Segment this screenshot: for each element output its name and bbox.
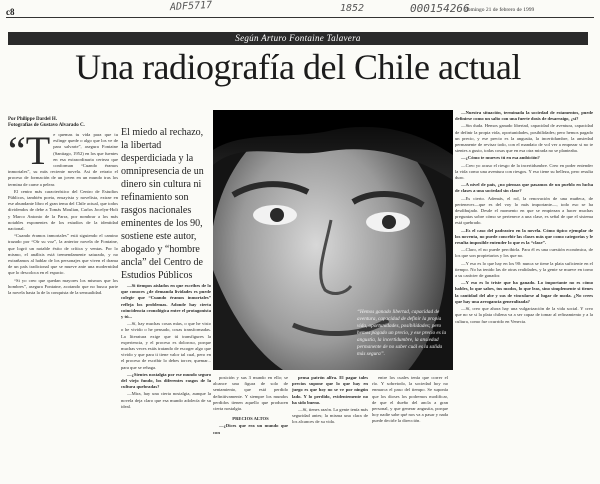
body-column-4: [292, 375, 368, 477]
paragraph: El centro más característico del Centro de Estudios Públicos, también poeta, ensayista y novelista, extrae en ese abundante libro el gran tema del Chile actual, que todos dividendos de debe a Tomás Moulian, Carlos Jocelyn-Holt y Marco Antonio de la Parra, por nombrar a los más notables exponentes de los estudios de la identidad nacional.: [8, 188, 118, 232]
answer: —Mira, hay una cierta nostalgia, aunque la novela deja claro que esa mundo adolecía de su ideal.: [121, 391, 211, 409]
answer: —Claro, el no puede percibirla. Para él es una cuestión económica, de los que son propietarios y los que no.: [455, 247, 593, 259]
header-rule: [6, 17, 594, 18]
drop-cap: “T: [8, 132, 51, 173]
paragraph: “Cuando éramos inmortales” está siguiendo el camino trazado por “Oír su voz”, la anterior novela de Fontaine, que logró un notable éxito de crítica y ventas. Por lo mismo, el análisis está tremendamente saturado, y no extrañamos al hablar de los personajes que viven el drama de un país tradicional que se mueve ante una modernidad que lo descoloca en el espacio.: [8, 233, 118, 276]
body-column-5: [372, 375, 448, 477]
headline: Una radiografía del Chile actual: [75, 47, 521, 87]
handwritten-mark: 1852: [340, 3, 365, 14]
handwritten-code: ADF5717: [169, 0, 213, 14]
photo-credit: Fotografías de Gustavo Alvarado C.: [8, 123, 85, 128]
paragraph: “Si yo creo que quedan mayores los mismos que los hombres”, asegura Fontaine, acotando que no busca parte la novela hasta la de la conquista de la sensualidad.: [8, 277, 118, 296]
dateline: domingo 21 de febrero de 1999: [465, 7, 535, 13]
lead-text: e quemas tu vida para que tu esfinge quede o algo que los ve de para salvarte”, asegura Fontaine (Santiago, 1952) en los que fuentes en esa extraordinaria certeza que conforman “Cuando éramos inmortales”, su más reciente novela. Asi de retrato el proceso de formación de un joven en un mundo tras los termina de carne a pelear.: [8, 132, 118, 187]
question: —¿Dices que era un mundo que con: [213, 423, 288, 435]
subhead: PRECIOS ALTOS: [232, 416, 269, 422]
paragraph: entre los cuales tenía que correr el río. Y sobretodo, la sociedad hoy no enmarca el paso del tiempo. Se suponía que los dioses los podremos modificar, de que el dueño del ancla a gran personal, y que generar angustia, porque hoy nadie sabe qué nos va a pasar y nada puede decirle la dirección.: [372, 375, 448, 424]
answer: —Creo yo acuso el riesgo de la incertidumbre. Creo en poder entender la vida como una aventura con riesgos. Y eso tiene su belleza, pero resulta duro.: [455, 162, 593, 181]
kicker-bar: Según Arturo Fontaine Talavera: [8, 32, 588, 45]
question: —Si tiempos aislados en que escribes de lo que conoces ¿de demanda lividades es puede colegir que “Cuando éramos inmortales” refleja los problemas. Adonde hay cierta coincidencia cronológica entre el protagonista y tú...: [121, 283, 211, 320]
answer: —Sí, tienes razón. La gente tenía más seguridad antes; la misma una clara de los alcances de su vida.: [292, 407, 368, 425]
lead-paragraph: [8, 132, 118, 188]
answer: —Sin duda. Hemos ganado libertad, capacidad de aventura, capacidad de definir la propia vida, oportunidades, posibilidades; pero hemos pagado un precio, y ese precio es la angustia, la incertidumbre, la ansiedad permanente de revisar todo, con el mandato de vol ver a empezar si no te sientes a gusto, todas cosas que en esa otra mirada no se planteaba.: [455, 123, 593, 154]
answer: —Y eso es lo que hay en los 90: nunca se tiene la plata suficiente en el tiempo. No ha tenido las de otras realidades, y la gente se mueve en torno a su carácter de ganador.: [455, 260, 593, 279]
byline-author: Por Philippe Dardel H.: [8, 117, 58, 122]
question: —Nuestra situación, terminada la sociedad de estamentos, puede definirse como un salto con una fuerte dosis de desarraigo, ¿sí?: [455, 110, 593, 122]
photo-caption: “Hemos ganado libertad, capacidad de aventura, capacidad de definir la propia vida, oportunidades, posibilidades; pero hemos pagado un precio, y ese precio es la angustia, la incertidumbre, la ansiedad permanente de no saber cuál es la salida más segura”.: [357, 309, 447, 357]
answer: —Sí, hay muchas cosas mías, o que he visto o he vivido o he pensado, cosas transformadas. La literatura exige que tú transfigures la experiencia, y el proceso es doloroso, porque muchas veces estás tratando de escoger algo que vivido y que para ti tiene valor tal cual, pero en el proceso de escribir lo debes torcer, quemar... para que se rehaga.: [121, 321, 211, 370]
paragraph: posición y sus 3 mundo en ello; se alcance una figura de solo de sentamiento, que está perdido definitivamente. Y siempre los mundos perdidos tienen aquello que producen cierta nostalgia.: [213, 375, 288, 412]
body-column-2: [121, 283, 211, 477]
pull-quote-text: El miedo al rechazo, la libertad desperdiciada y la omnipresencia de un dinero sin cultura ni refinamiento son rasgos nacionales eminentes de los 90, sostiene este autor, abogado y “hombre ancla” del Centro de Estudios Públicos: [121, 127, 204, 281]
question: pensa patrón alfra. El pagar tales precios supone que lo que hay en juego es que hoy no se ve por ningún lado. Y lo perdido, evidentemente no ha sido bueno.: [292, 375, 368, 405]
question: —¿Sientes nostalgia por ese mundo seguro del viejo fundo, los diferentes rasgos de la cultura quebradas?: [121, 371, 211, 390]
body-column-3: [213, 375, 288, 477]
question: —Es el caso del padrastro en la novela. Cómo tipico ejemplar de los noventa, no puede concebir las clases más que como categorías y le resulta imposible entender lo que es la “clase”.: [455, 227, 593, 246]
body-column-6: [455, 110, 593, 477]
question: —¿Cómo te mueves tú en esa ambición?: [461, 155, 540, 161]
byline: [8, 117, 120, 129]
question: —A nivel de país, ¿no piensas que pasamos de un pueblo en lucha de clases a una sociedad sin clase?: [455, 182, 593, 194]
pull-quote: [121, 126, 211, 282]
handwritten-id: 000154266: [410, 2, 470, 15]
answer: —Es cierto. Además, el rol, la renovación de una muñeca, de pertenecer—que es del voy lo más importante—, todo eso se ha desdibujado. Desde el momento en que se empiezan a hacer muchas preguntas sobre cómo se pertenece a una clase, es señal de que el sistema está quebrado.: [455, 195, 593, 226]
question: —Y eso es lo triste que ha ganado. Lo importante no es cómo hables, lo que sabes, tus modos, lo que leas, sino simplemente si tienes la cantidad del abe y sus de vincularse al lugar de moda. ¿No crees que hay una arrogancia generalizada?: [455, 280, 593, 304]
body-column-1: [8, 132, 118, 477]
author-portrait-photo: [213, 110, 453, 370]
answer: —Sí, creo que ahora hay una vulgarización de la vida social. Y creo que no se si la plata chilena va a ser capaz de tomar al refinamiento y a la cultura, como fue ocurrido en Venecia.: [455, 306, 593, 324]
page-number: c8: [6, 7, 15, 17]
